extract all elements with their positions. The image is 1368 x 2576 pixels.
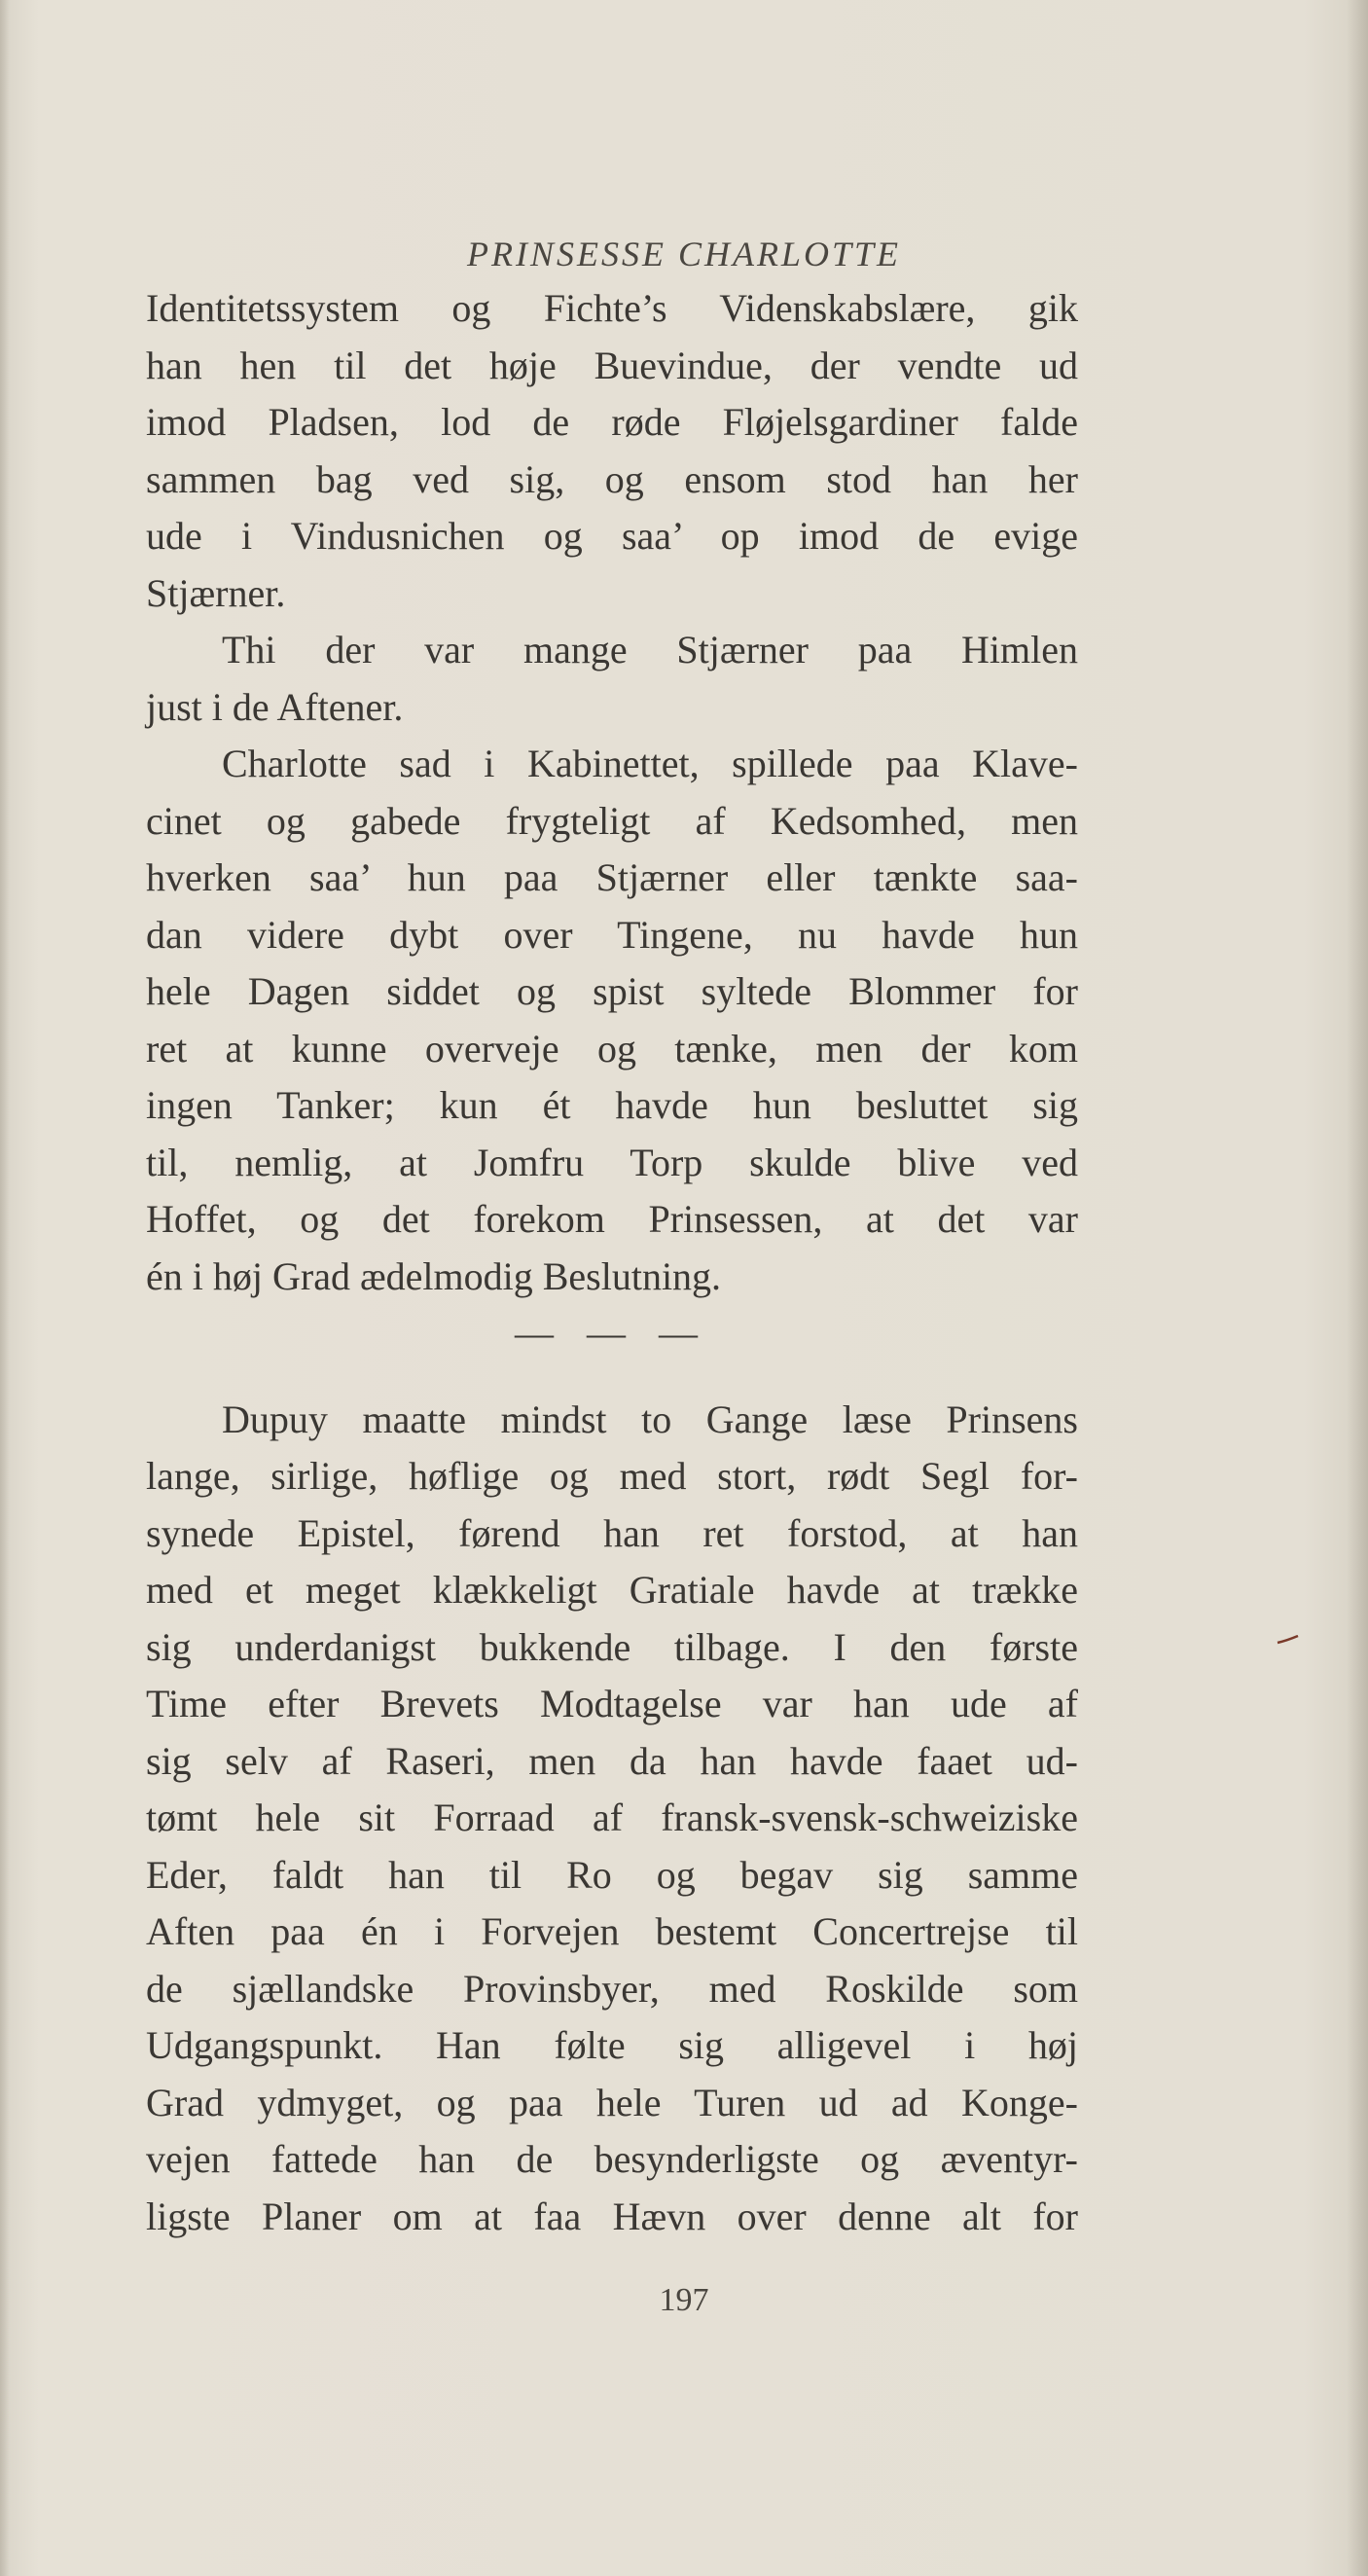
section-gap (146, 1362, 1078, 1392)
text-line: én i høj Grad ædelmodig Beslutning. (146, 1253, 722, 1298)
text-line: ude i Vindusnichen og saa’ op imod de evige (146, 514, 1078, 558)
section-separator: — — — (515, 1311, 709, 1355)
text-line: Charlotte sad i Kabinettet, spillede paa Klave- (222, 742, 1078, 785)
body-text (146, 280, 1078, 2245)
text-line: hverken saa’ hun paa Stjærner eller tænkte saa- (146, 855, 1078, 899)
text-line: Time efter Brevets Modtagelse var han ude af (146, 1682, 1078, 1725)
text-line: cinet og gabede frygteligt af Kedsomhed, men (146, 798, 1078, 843)
text-line: sammen bag ved sig, og ensom stod han her (146, 456, 1078, 501)
text-line: Stjærner. (146, 570, 286, 615)
text-line: ligste Planer om at faa Hævn over denne alt for (146, 2194, 1078, 2238)
text-line: Udgangspunkt. Han følte sig alligevel i høj (146, 2023, 1078, 2067)
text-line: tømt hele sit Forraad af fransk-svensk-schweiziske (146, 1796, 1078, 1839)
text-line: sig selv af Raseri, men da han havde faaet ud- (146, 1738, 1078, 1783)
text-line: ret at kunne overveje og tænke, men der kom (146, 1026, 1078, 1070)
text-line: ingen Tanker; kun ét havde hun besluttet sig (146, 1083, 1078, 1127)
page-number: 197 (659, 2282, 709, 2318)
running-head: PRINSESSE CHARLOTTE (466, 235, 901, 273)
text-line: hele Dagen siddet og spist syltede Blommer for (146, 969, 1078, 1013)
text-line: dan videre dybt over Tingene, nu havde hun (146, 912, 1078, 957)
text-line: til, nemlig, at Jomfru Torp skulde blive ved (146, 1140, 1078, 1184)
text-line: Thi der var mange Stjærner paa Himlen (222, 628, 1078, 671)
text-line: Dupuy maatte mindst to Gange læse Prinsens (222, 1397, 1078, 1441)
text-line: synede Epistel, førend han ret forstod, at han (146, 1510, 1078, 1555)
text-line: just i de Aftener. (146, 684, 404, 729)
page-edge-shadow (1347, 0, 1368, 2576)
ink-mark (1277, 1635, 1300, 1645)
text-line: imod Pladsen, lod de røde Fløjelsgardiner falde (146, 400, 1078, 444)
text-line: lange, sirlige, høflige og med stort, rødt Segl for- (146, 1454, 1078, 1498)
page-gutter-shadow (0, 0, 10, 2576)
text-line: Hoffet, og det forekom Prinsessen, at det var (146, 1197, 1078, 1241)
text-line: Grad ydmyget, og paa hele Turen ud ad Konge- (146, 2080, 1078, 2124)
text-line: vejen fattede han de besynderligste og æventyr- (146, 2137, 1078, 2181)
text-line: Identitetssystem og Fichte’s Videnskabslære, gik (146, 286, 1078, 330)
text-line: sig underdanigst bukkende tilbage. I den første (146, 1624, 1078, 1669)
text-line: de sjællandske Provinsbyer, med Roskilde som (146, 1966, 1078, 2011)
text-line: med et meget klækkeligt Gratiale havde at trække (146, 1568, 1078, 1612)
text-line: Aften paa én i Forvejen bestemt Concertrejse til (146, 1909, 1078, 1953)
text-line: Eder, faldt han til Ro og begav sig samme (146, 1852, 1078, 1897)
text-line: han hen til det høje Buevindue, der vendte ud (146, 343, 1078, 387)
